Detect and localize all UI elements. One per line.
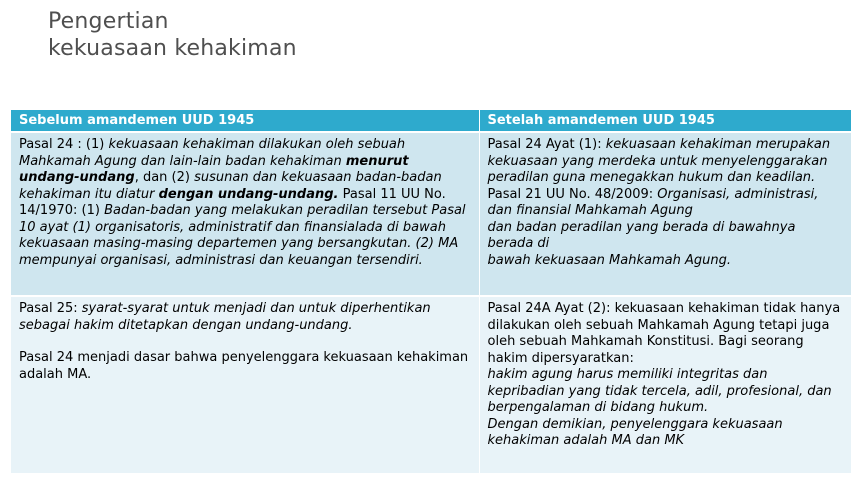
text-segment: kekuasaan kehakiman dilakukan oleh sebuah Mahkamah Agung dan lain-lain badan kehakiman xyxy=(19,137,406,169)
text-segment: Pasal 11 UU No. 14/1970: (1) xyxy=(19,186,446,218)
table-row xyxy=(11,296,851,473)
text-segment: Pasal 24 : (1) xyxy=(19,137,109,152)
cell-after-pasal-24 xyxy=(479,132,851,296)
text-segment: susunan dan kekuasaan badan-badan kehakiman itu diatur xyxy=(19,170,442,202)
cell-before-pasal-25 xyxy=(11,296,479,473)
text-segment: kekuasaan kehakiman merupakan kekuasaan yang merdeka untuk menyelenggarakan peradilan guna menegakkan hukum dan keadilan. xyxy=(487,137,831,185)
slide-title xyxy=(48,8,297,62)
text-segment: Pasal 24A Ayat (2): kekuasaan kehakiman tidak hanya dilakukan oleh sebuah Mahkamah Agung tetapi juga oleh sebuah Mahkamah Konstitusi. Bagi seorang hakim dipersyaratkan: xyxy=(487,301,841,366)
text-segment: Pasal 21 UU No. 48/2009: xyxy=(487,186,658,202)
slide-title-line-2: kekuasaan kehakiman xyxy=(48,36,297,61)
text-segment: bawah kekuasaan Mahkamah Agung. xyxy=(487,252,731,268)
cell-after-pasal-24a xyxy=(479,296,851,473)
table-header-row xyxy=(11,110,851,132)
table-row xyxy=(11,132,851,296)
header-before-amendment: Sebelum amandemen UUD 1945 xyxy=(11,110,479,132)
text-segment: Dengan demikian, penyelenggara kekuasaan kehakiman adalah MA dan MK xyxy=(487,416,783,448)
text-segment: dan badan peradilan yang berada di bawahnya berada di xyxy=(487,219,796,251)
comparison-table xyxy=(11,110,851,473)
text-segment: dengan undang-undang. xyxy=(158,186,339,202)
text-segment: menurut undang-undang xyxy=(19,153,409,185)
text-segment: Pasal 24 menjadi dasar bahwa penyelenggara kekuasaan kehakiman adalah MA. xyxy=(19,350,469,382)
text-segment: Badan-badan yang melakukan peradilan tersebut Pasal 10 ayat (1) organisatoris, administratif dan finansialada di bawah kekuasaan masing-masing departemen yang bersangkutan. (2) MA mempunyai organisasi, administrasi dan keuangan tersendiri. xyxy=(19,203,466,268)
text-segment: Pasal 24 Ayat (1): xyxy=(487,137,606,152)
text-segment: , dan (2) xyxy=(134,170,195,185)
text-segment: Pasal 25: xyxy=(19,301,82,316)
text-segment: syarat-syarat untuk menjadi dan untuk diperhentikan sebagai hakim ditetapkan dengan undang-undang. xyxy=(19,301,431,333)
cell-before-pasal-24 xyxy=(11,132,479,296)
text-segment: Organisasi, administrasi, dan finansial Mahkamah Agung xyxy=(487,186,819,218)
slide-title-line-1: Pengertian xyxy=(48,9,169,34)
header-after-amendment: Setelah amandemen UUD 1945 xyxy=(479,110,851,132)
text-segment: hakim agung harus memiliki integritas dan kepribadian yang tidak tercela, adil, profesional, dan berpengalaman di bidang hukum. xyxy=(487,367,832,415)
